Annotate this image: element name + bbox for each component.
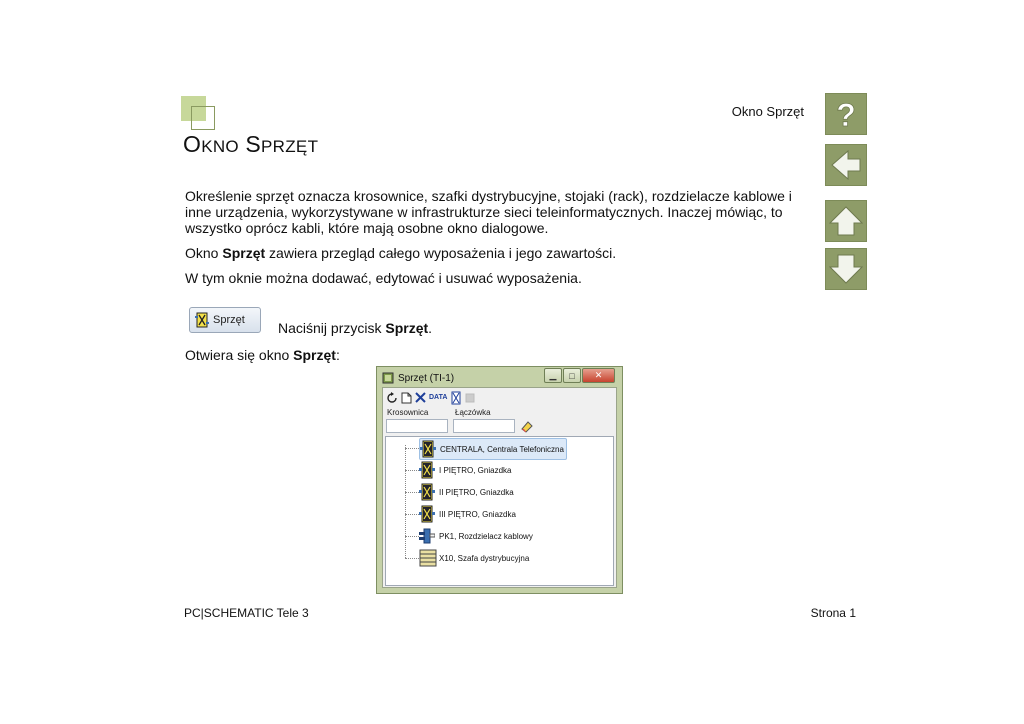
maximize-button[interactable]: □ [563, 368, 581, 383]
sprzet-button-label: Sprzęt [213, 314, 245, 326]
tree-item-label: II PIĘTRO, Gniazdka [439, 487, 514, 497]
patch-panel-tool-icon[interactable] [450, 391, 462, 404]
delete-icon[interactable] [415, 391, 426, 404]
tree-item[interactable] [419, 548, 529, 568]
page-title: OKNO SPRZĘT [183, 131, 319, 157]
footer-page-number: Strona 1 [810, 606, 856, 620]
back-button[interactable] [825, 144, 867, 186]
krosownica-label: Krosownica [387, 408, 429, 417]
svg-text:?: ? [836, 97, 856, 131]
close-button[interactable]: ✕ [582, 368, 615, 383]
instruction-text: Naciśnij przycisk Sprzęt. [278, 320, 433, 336]
tree-item[interactable] [419, 504, 516, 524]
paragraph-overview: Okno Sprzęt zawiera przegląd całego wyposażenia i jego zawartości. [185, 245, 617, 261]
tree-item-label: CENTRALA, Centrala Telefoniczna [440, 444, 564, 454]
sprzet-dialog [376, 366, 623, 594]
arrow-up-icon [829, 204, 863, 238]
arrow-left-icon [829, 148, 863, 182]
laczowka-label: Łączówka [455, 408, 491, 417]
cabinet-icon [419, 549, 435, 567]
patch-panel-icon [419, 505, 435, 523]
page-up-button[interactable] [825, 200, 867, 242]
tree-branch [405, 558, 419, 559]
dialog-body [382, 387, 617, 588]
dialog-toolbar [386, 391, 475, 404]
laczowka-field[interactable] [453, 419, 515, 433]
tree-branch [405, 470, 419, 471]
tree-item-label: PK1, Rozdzielacz kablowy [439, 531, 533, 541]
tree-item-label: X10, Szafa dystrybucyjna [439, 553, 530, 563]
section-header: Okno Sprzęt [731, 104, 804, 119]
disabled-tool-icon [465, 391, 475, 404]
sprzet-button-image [189, 307, 261, 333]
patch-panel-icon [419, 461, 435, 479]
data-button[interactable]: DATA [429, 394, 448, 401]
tree-item-label: III PIĘTRO, Gniazdka [439, 509, 516, 519]
tree-branch [405, 492, 419, 493]
krosownica-field[interactable] [386, 419, 448, 433]
decorative-square-outline [191, 106, 215, 130]
page-down-button[interactable] [825, 248, 867, 290]
patch-panel-icon [195, 312, 209, 328]
paragraph-opens: Otwiera się okno Sprzęt: [185, 347, 340, 363]
patch-panel-icon [420, 440, 436, 458]
tree-item-label: I PIĘTRO, Gniazdka [439, 465, 512, 475]
tree-item[interactable] [419, 482, 514, 502]
minimize-button[interactable]: ▁ [544, 368, 562, 383]
new-document-icon[interactable] [401, 391, 412, 404]
tree-item[interactable] [419, 438, 567, 460]
tree-branch [405, 448, 419, 449]
equipment-icon [382, 372, 394, 384]
tree-connector [405, 445, 406, 558]
tree-branch [405, 536, 419, 537]
arrow-down-icon [829, 252, 863, 286]
footer-product: PC|SCHEMATIC Tele 3 [184, 606, 309, 620]
tree-item[interactable] [419, 526, 533, 546]
tree-item[interactable] [419, 460, 511, 480]
cable-splitter-icon [419, 527, 435, 545]
equipment-tree [385, 436, 614, 586]
patch-panel-icon [419, 483, 435, 501]
dialog-title: Sprzęt (TI-1) [398, 372, 455, 384]
help-button[interactable] [825, 93, 867, 135]
intro-paragraph: Określenie sprzęt oznacza krosownice, szafki dystrybucyjne, stojaki (rack), rozdzielacze kablowe i inne urządzenia, wykorzystywane w infrastrukturze sieci teleinformatycznych. Inaczej mówiąc, to wszystko oprócz kabli, które mają osobne okno dialogowe. [185, 188, 792, 236]
refresh-icon[interactable] [386, 391, 398, 404]
help-icon [831, 97, 861, 131]
tree-branch [405, 514, 419, 515]
paragraph-actions: W tym oknie można dodawać, edytować i usuwać wyposażenia. [185, 270, 582, 286]
